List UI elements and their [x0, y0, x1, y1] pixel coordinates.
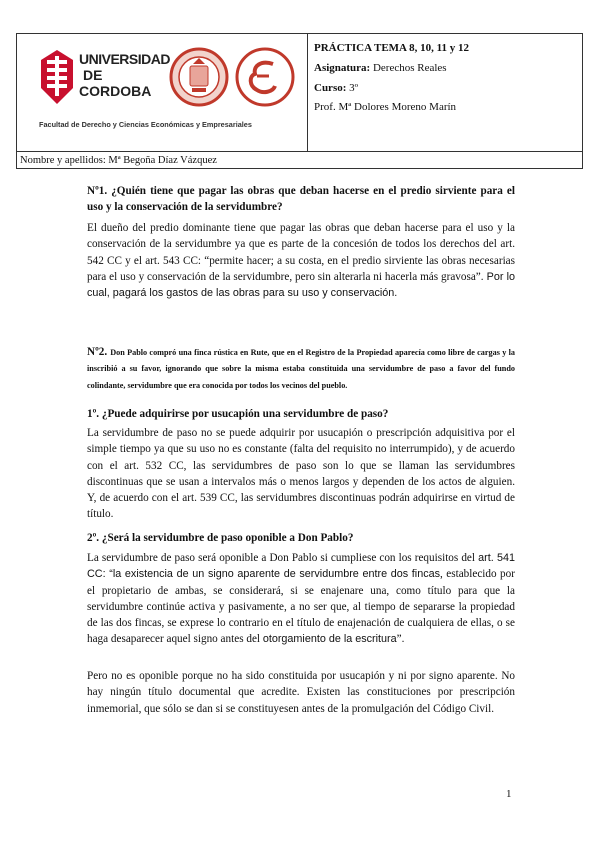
question-2-2: 2º. ¿Será la servidumbre de paso oponible a Don Pablo?	[87, 532, 354, 544]
subject-line: Asignatura: Derechos Reales	[314, 62, 447, 74]
professor-line: Prof. Mª Dolores Moreno Marín	[314, 101, 457, 113]
emblem-logo-icon	[235, 46, 295, 108]
university-name: UNIVERSIDAD DE CORDOBA	[79, 51, 170, 99]
question-1: Nº1. ¿Quién tiene que pagar las obras que deban hacerse en el predio sirviente para el uso y la conservación de la servidumbre?	[87, 185, 515, 214]
student-name: Nombre y apellidos: Mª Begoña Díaz Vázquez	[17, 151, 582, 168]
faculty-seal-icon	[169, 46, 229, 108]
logos-cell	[17, 34, 308, 151]
faculty-name: Facultad de Derecho y Ciencias Económicas y Empresariales	[39, 120, 252, 129]
answer-2-2-continued: Pero no es oponible porque no ha sido constituida por usucapión y ni por signo aparente. No hay ningún título documental que acredite. Existen las constituciones por prescripción inmemorial, que sólo se dan si se constituyesen antes de la promulgación del Código Civil.	[87, 670, 515, 715]
course-line: Curso: 3º	[314, 82, 359, 94]
header-table	[16, 33, 583, 169]
info-cell	[308, 34, 582, 151]
answer-1: El dueño del predio dominante tiene que pagar las obras que deban hacerse para el uso y la conservación de la servidumbre ya que es parte de la concesión de todos los derechos del art. 542 CC y el art. 543 CC: “permite hacer; a su costa, en el predio sirviente las obras necesarias para el uso y conservación de la servidumbre, pero sin alterarla ni hacerla más gravosa”. Por lo cual, pagará los gastos de las obras para su uso y conservación.	[87, 222, 515, 300]
question-2-statement: Nº2. Don Pablo compró una finca rústica en Rute, que en el Registro de la Propiedad aparecía como libre de cargas y la inscribió a su favor, ignorando que sobre la misma estaba constituida una servidumbre de paso a favor del fundo colindante, servidumbre que era conocida por todos los vecinos del pueblo.	[87, 346, 515, 390]
answer-2-2: La servidumbre de paso será oponible a Don Pablo si cumpliese con los requisitos del art. 541 CC: “la existencia de un signo aparente de servidumbre entre dos fincas, establecido por el propietario de ambas, se considerará, si se enajenare una, como título para que la servidumbre continúe activa y pasivamente, a no ser que, al tiempo de separarse la propiedad de las dos fincas, se exprese lo contrario en el título de enajenación de cualquiera de ellas, o se haga desaparecer aquel signo antes del otorgamiento de la escritura”.	[87, 552, 515, 646]
page-number: 1	[506, 788, 512, 800]
practice-title: PRÁCTICA TEMA 8, 10, 11 y 12	[314, 42, 470, 54]
university-logo-icon	[39, 48, 75, 106]
question-2-1: 1º. ¿Puede adquirirse por usucapión una servidumbre de paso?	[87, 408, 389, 420]
answer-2-1: La servidumbre de paso no se puede adquirir por usucapión o prescripción adquisitiva por el simple tiempo ya que su uso no es constante (falta del requisito no interrumpido), y de acuerdo con el art. 532 CC, las servidumbres de paso son lo que se llaman las servidumbres discontinuas que se usan a intervalos más o menos largos y dependen de los actos de alguien. Y, de acuerdo con el art. 539 CC, las servidumbres discontinuas podrán adquirirse en virtud de título.	[87, 427, 515, 521]
